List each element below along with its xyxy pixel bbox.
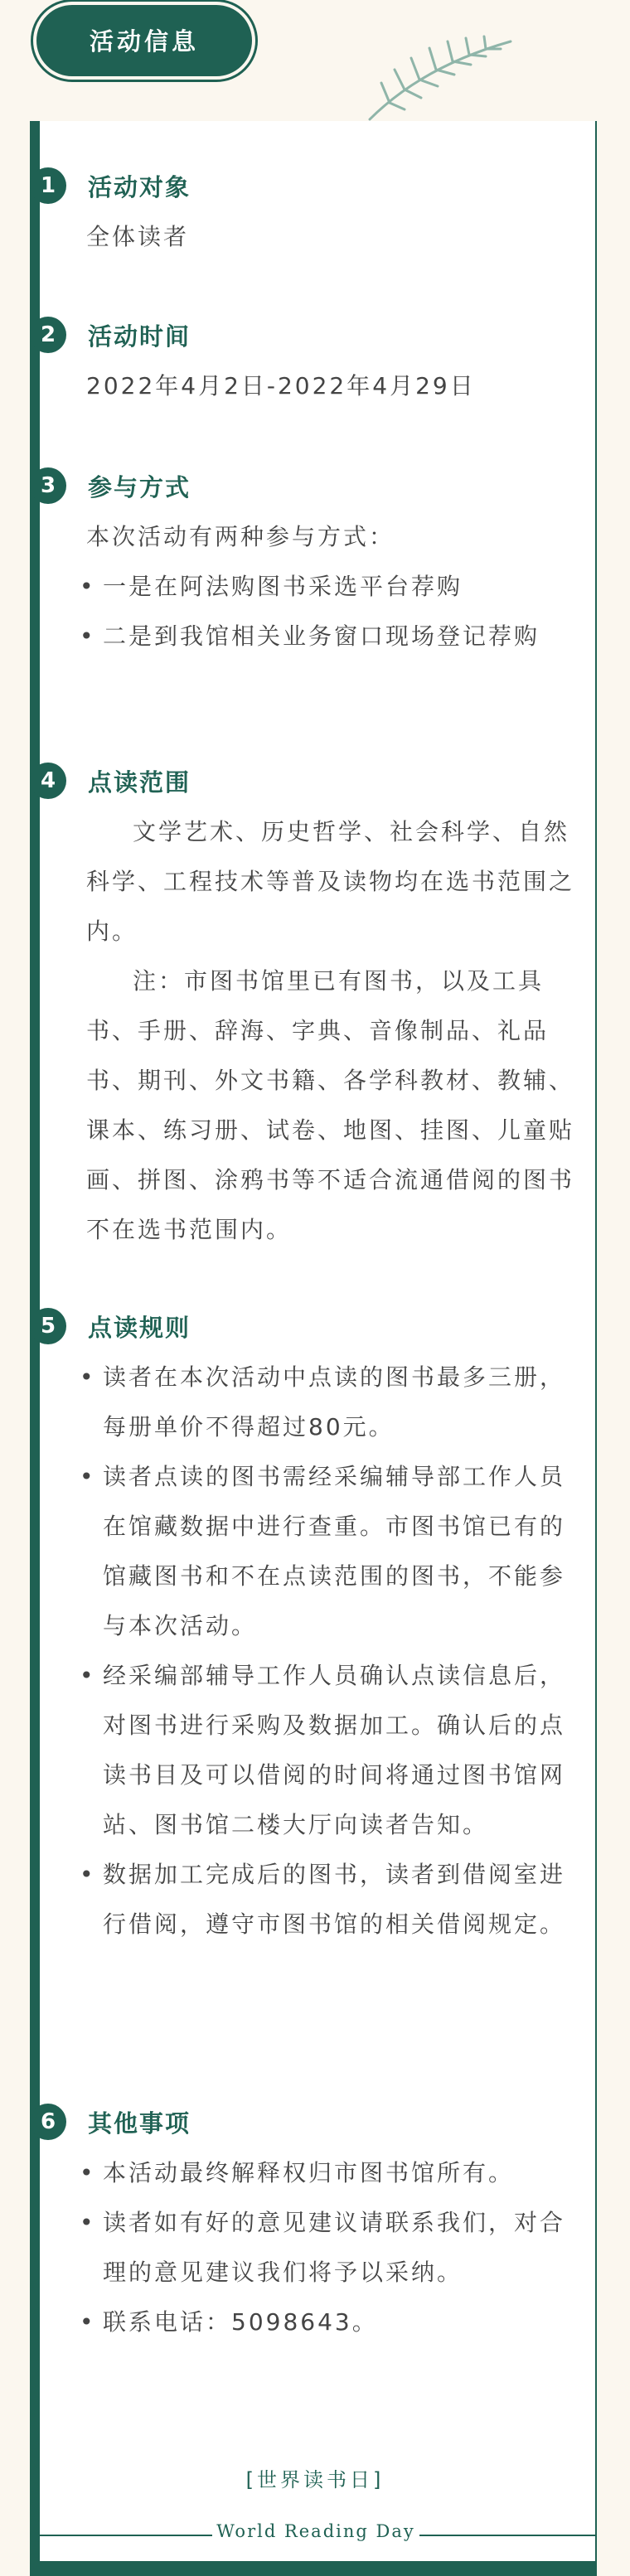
- section-title: 活动对象: [88, 172, 191, 201]
- footer-divider-left: [40, 2535, 212, 2536]
- section-title: 点读范围: [88, 767, 191, 797]
- section-number: 2: [30, 317, 66, 353]
- section-number: 4: [30, 763, 66, 799]
- section-title: 其他事项: [88, 2109, 191, 2138]
- section-title: 点读规则: [88, 1313, 191, 1342]
- section-badge: [33, 2, 255, 80]
- section-other: [30, 2105, 566, 2347]
- section-number: 1: [30, 167, 66, 204]
- section-paragraph: 文学艺术、历史哲学、社会科学、自然科学、工程技术等普及读物均在选书范围之内。: [86, 818, 575, 945]
- list-item: • 经采编部辅导工作人员确认点读信息后，对图书进行采购及数据加工。确认后的点读书目及可以借阅的时间将通过图书馆网站、图书馆二楼大厅向读者告知。: [103, 1651, 587, 1850]
- list-item: • 读者在本次活动中点读的图书最多三册，每册单价不得超过80元。: [103, 1353, 587, 1452]
- section-number: 5: [30, 1308, 66, 1344]
- palm-leaf-icon: [365, 33, 514, 124]
- footer-subtitle: World Reading Day: [216, 2521, 415, 2541]
- list-item: • 读者点读的图书需经采编辅导部工作人员在馆藏数据中进行查重。市图书馆已有的馆藏图书和不在点读范围的图书，不能参与本次活动。: [103, 1452, 587, 1651]
- section-rules: [30, 1310, 566, 1949]
- list-item: • 一是在阿法购图书采选平台荐购: [103, 562, 587, 612]
- section-paragraph: 注：市图书馆里已有图书，以及工具书、手册、辞海、字典、音像制品、礼品书、期刊、外文书籍、各学科教材、教辅、课本、练习册、试卷、地图、挂图、儿童贴画、拼图、涂鸦书等不适合流通借阅的图书不在选书范围内。: [86, 967, 575, 1243]
- section-target: [30, 169, 560, 262]
- section-title: 参与方式: [88, 472, 191, 501]
- bottom-border: [30, 2561, 597, 2576]
- footer-title: [世界读书日]: [245, 2468, 385, 2491]
- section-scope: [30, 764, 575, 1255]
- badge-label: 活动信息: [89, 27, 199, 56]
- section-intro: 本次活动有两种参与方式：: [86, 523, 395, 550]
- section-number: 3: [30, 467, 66, 504]
- list-item: • 读者如有好的意见建议请联系我们，对合理的意见建议我们将予以采纳。: [103, 2198, 587, 2298]
- section-text: 全体读者: [86, 223, 190, 250]
- section-participation: [30, 469, 560, 661]
- footer-divider-right: [419, 2535, 595, 2536]
- section-number: 6: [30, 2104, 66, 2140]
- section-text: 2022年4月2日-2022年4月29日: [86, 372, 476, 399]
- section-time: [30, 318, 560, 411]
- list-item: • 联系电话：5098643。: [103, 2298, 587, 2347]
- section-title: 活动时间: [88, 322, 191, 351]
- list-item: • 二是到我馆相关业务窗口现场登记荐购: [103, 612, 587, 661]
- list-item: • 本活动最终解释权归市图书馆所有。: [103, 2148, 587, 2198]
- list-item: • 数据加工完成后的图书，读者到借阅室进行借阅，遵守市图书馆的相关借阅规定。: [103, 1850, 587, 1949]
